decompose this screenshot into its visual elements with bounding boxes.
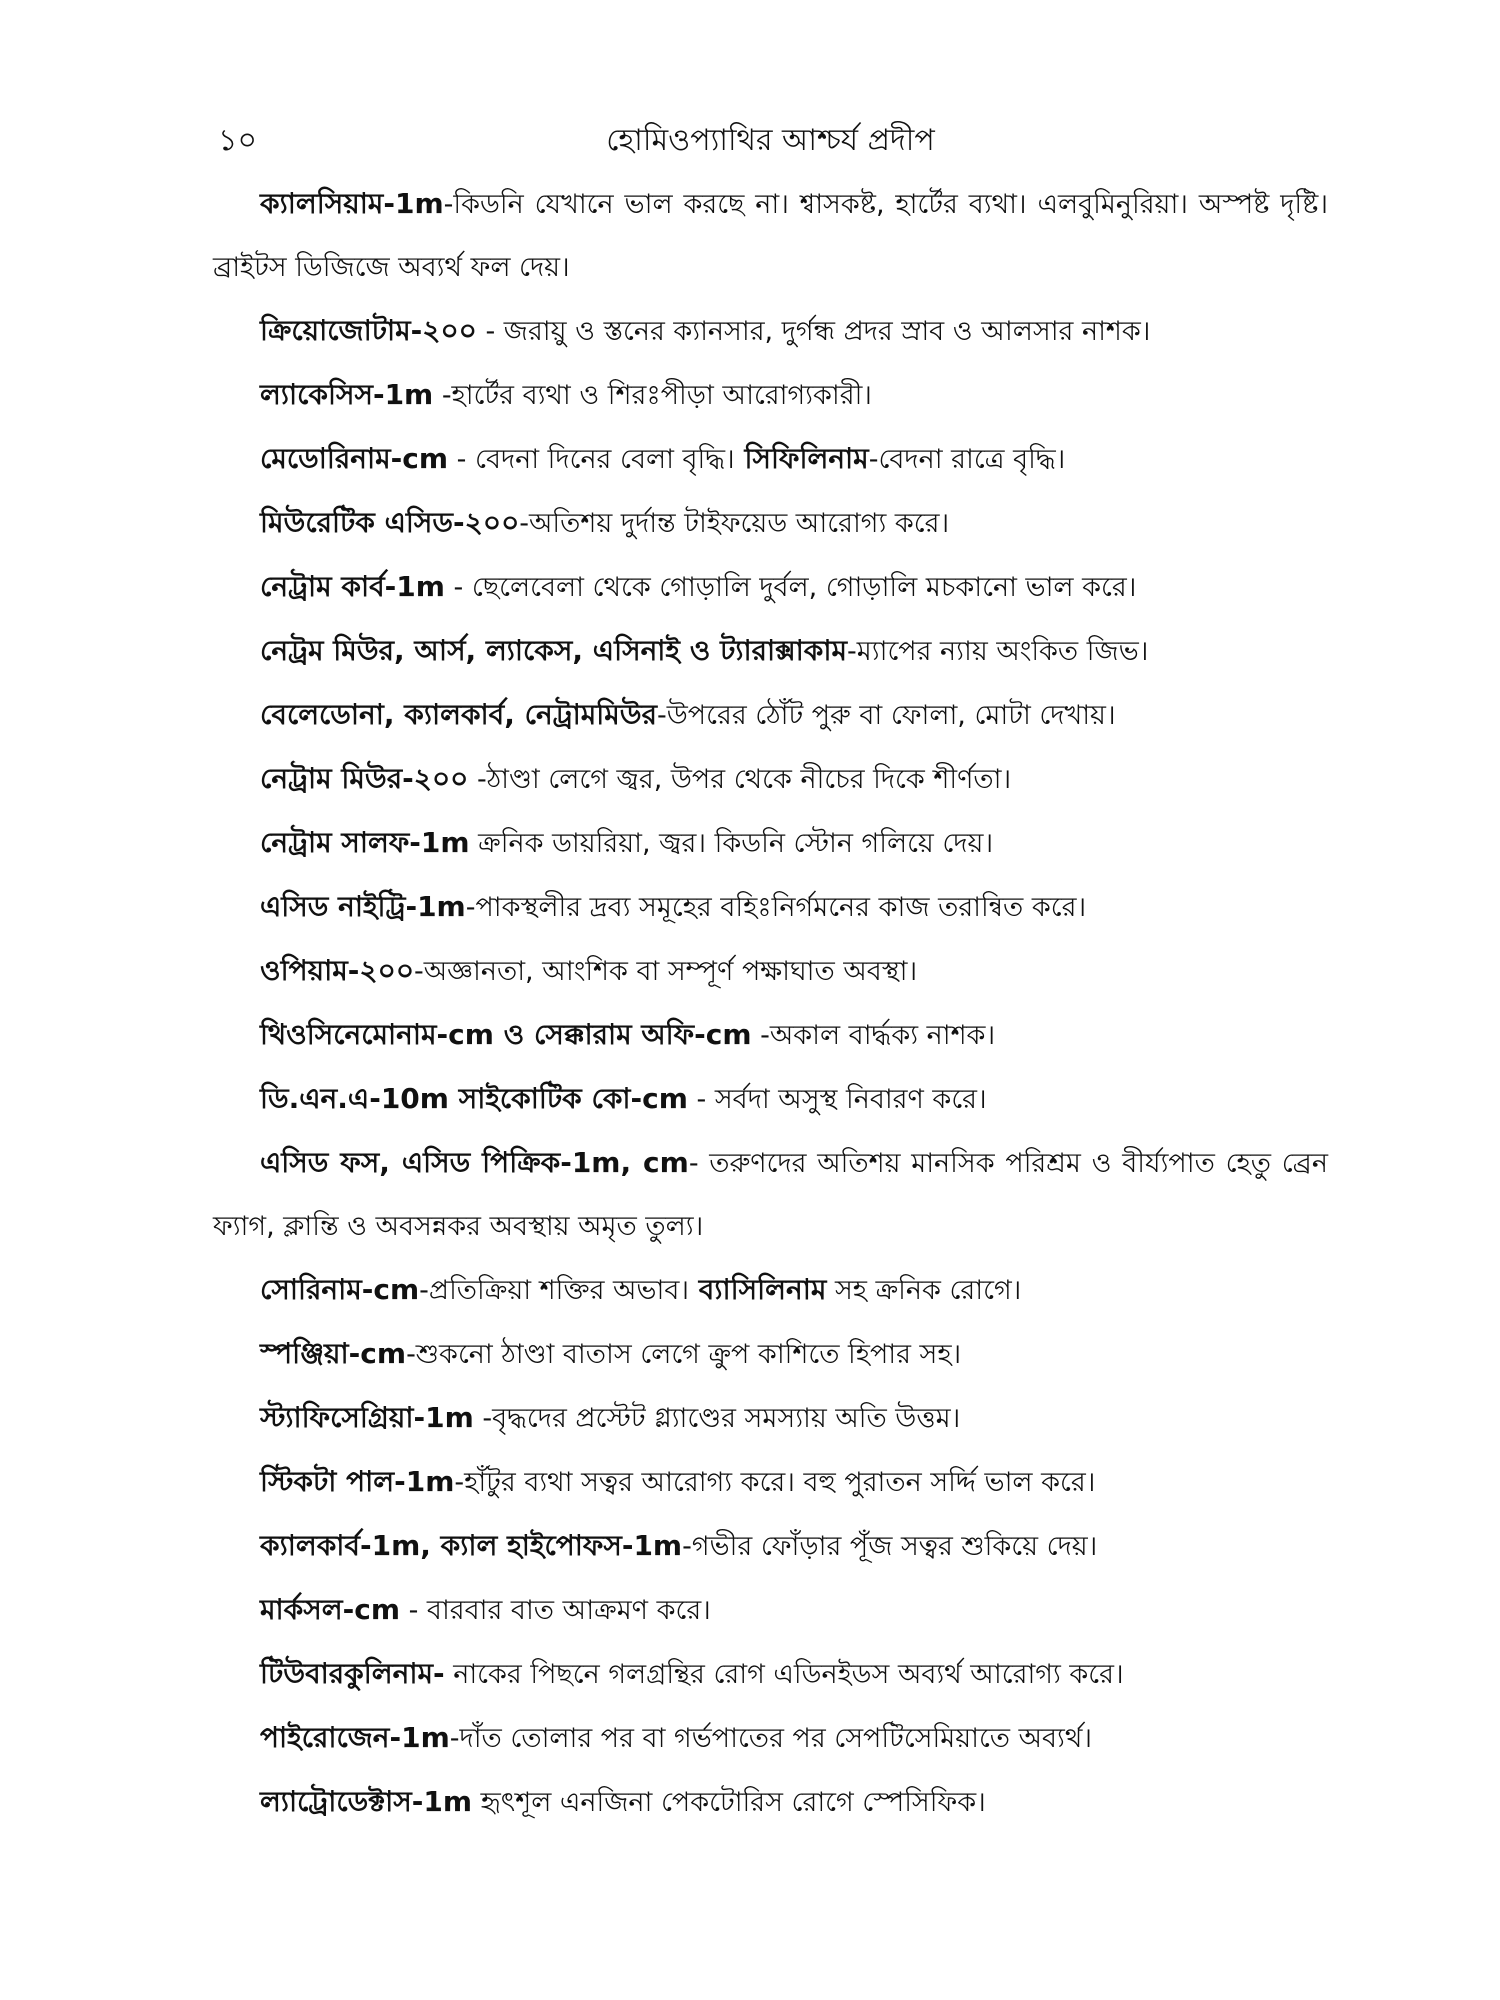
remedy-paragraph [213, 747, 1328, 811]
page-number: ১০ [218, 123, 257, 158]
remedy-paragraph [213, 1322, 1328, 1386]
remedy-name: ল্যাট্রোডেক্টাস-1m [260, 1785, 473, 1818]
remedy-name: ক্যালকার্ব-1m, ক্যাল হাইপোফস-1m [260, 1529, 683, 1562]
remedy-description: -ঠাণ্ডা লেগে জ্বর, উপর থেকে নীচের দিকে শীর্ণতা। [468, 764, 1012, 795]
remedy-name: নেট্রাম কার্ব-1m [260, 570, 445, 603]
remedy-paragraph [213, 1067, 1328, 1131]
remedy-paragraph [213, 683, 1328, 747]
remedy-description-secondary: সহ ক্রনিক রোগে। [826, 1275, 1022, 1306]
remedy-name: স্ট্যাফিসেগ্রিয়া-1m [260, 1401, 474, 1434]
remedy-description: -শুকনো ঠাণ্ডা বাতাস লেগে ক্রুপ কাশিতে হিপার সহ। [406, 1339, 962, 1370]
remedy-name: স্টিকটা পাল-1m [260, 1465, 455, 1498]
remedy-paragraph [213, 1770, 1328, 1834]
remedy-name: নেট্রম মিউর, আর্স, ল্যাকেস, এসিনাই ও ট্যারাক্সাকাম [260, 634, 848, 667]
remedy-name: নেট্রাম সালফ-1m [260, 826, 470, 859]
remedy-paragraph [213, 363, 1328, 427]
remedy-description: -অজ্ঞানতা, আংশিক বা সম্পূর্ণ পক্ষাঘাত অবস্থা। [414, 956, 918, 987]
remedy-name-secondary: সিফিলিনাম [734, 442, 869, 475]
remedy-paragraph [213, 619, 1328, 683]
remedy-description: -উপরের ঠোঁট পুরু বা ফোলা, মোটা দেখায়। [657, 700, 1116, 731]
remedy-name: ল্যাকেসিস-1m [260, 378, 434, 411]
remedy-name: এসিড ফস, এসিড পিক্রিক-1m, cm [260, 1146, 689, 1179]
remedy-name: স্পঞ্জিয়া-cm [260, 1337, 407, 1370]
remedy-paragraph [213, 1131, 1328, 1258]
remedy-description: - বারবার বাত আক্রমণ করে। [400, 1595, 711, 1626]
running-title: হোমিওপ্যাথির আশ্চর্য প্রদীপ [606, 123, 935, 158]
remedy-name: এসিড নাইট্রি-1m [260, 890, 466, 923]
remedy-paragraph [213, 427, 1328, 491]
page-header [218, 116, 1323, 166]
remedy-list [213, 172, 1328, 1834]
remedy-paragraph [213, 939, 1328, 1003]
remedy-name: টিউবারকুলিনাম- [260, 1657, 445, 1690]
remedy-description: -অকাল বার্দ্ধক্য নাশক। [751, 1020, 996, 1051]
remedy-paragraph [213, 1514, 1328, 1578]
remedy-description: ক্রনিক ডায়রিয়া, জ্বর। কিডনি স্টোন গলিয়ে দেয়। [469, 828, 994, 859]
remedy-paragraph [213, 1450, 1328, 1514]
remedy-description: -বৃদ্ধদের প্রস্টেট গ্ল্যাণ্ডের সমস্যায় অতি উত্তম। [473, 1403, 961, 1434]
remedy-name: থিওসিনেমোনাম-cm ও সেক্কারাম অফি-cm [260, 1018, 752, 1051]
remedy-paragraph [213, 811, 1328, 875]
remedy-description: -কিডনি যেখানে ভাল করছে না। শ্বাসকষ্ট, হার্টের ব্যথা। এলবুমিনুরিয়া। অস্পষ্ট দৃষ্টি। ব্রাইটস ডিজিজে অব্যর্থ ফল দেয়। [213, 189, 1328, 283]
remedy-description: -প্রতিক্রিয়া শক্তির অভাব। [419, 1275, 690, 1306]
remedy-name: ডি.এন.এ-10m সাইকোটিক কো-cm [260, 1082, 688, 1115]
remedy-paragraph [213, 1003, 1328, 1067]
remedy-description: - সর্বদা অসুস্থ নিবারণ করে। [687, 1084, 987, 1115]
remedy-name: ক্রিয়োজোটাম-২০০ [260, 314, 477, 347]
remedy-name: ওপিয়াম-২০০ [260, 954, 415, 987]
remedy-paragraph [213, 1706, 1328, 1770]
remedy-name: নেট্রাম মিউর-২০০ [260, 762, 469, 795]
remedy-name: মিউরেটিক এসিড-২০০ [260, 506, 520, 539]
remedy-name: মার্কসল-cm [260, 1593, 401, 1626]
remedy-description: নাকের পিছনে গলগ্রন্থির রোগ এডিনইডস অব্যর্থ আরোগ্য করে। [444, 1659, 1124, 1690]
remedy-paragraph [213, 1258, 1328, 1322]
remedy-paragraph [213, 1578, 1328, 1642]
remedy-description: -ম্যাপের ন্যায় অংকিত জিভ। [847, 636, 1149, 667]
remedy-description-secondary: -বেদনা রাত্রে বৃদ্ধি। [868, 444, 1066, 475]
remedy-description: - ছেলেবেলা থেকে গোড়ালি দুর্বল, গোড়ালি মচকানো ভাল করে। [444, 572, 1137, 603]
remedy-paragraph [213, 1386, 1328, 1450]
remedy-description: -দাঁত তোলার পর বা গর্ভপাতের পর সেপটিসেমিয়াতে অব্যর্থ। [449, 1723, 1093, 1754]
remedy-paragraph [213, 555, 1328, 619]
remedy-description: - তরুণদের অতিশয় মানসিক পরিশ্রম ও বীর্য্যপাত হেতু ব্রেন ফ্যাগ, ক্লান্তি ও অবসন্নকর অবস্থায় অমৃত তুল্য। [213, 1148, 1328, 1242]
remedy-description: হৃৎশূল এনজিনা পেকটোরিস রোগে স্পেসিফিক। [472, 1787, 986, 1818]
remedy-name-secondary: ব্যাসিলিনাম [689, 1273, 827, 1306]
remedy-paragraph [213, 172, 1328, 299]
remedy-name: ক্যালসিয়াম-1m [260, 187, 444, 220]
remedy-description: -অতিশয় দুর্দান্ত টাইফয়েড আরোগ্য করে। [519, 508, 950, 539]
remedy-paragraph [213, 491, 1328, 555]
remedy-description: - জরায়ু ও স্তনের ক্যানসার, দুর্গন্ধ প্রদর স্রাব ও আলসার নাশক। [476, 316, 1151, 347]
remedy-paragraph [213, 1642, 1328, 1706]
remedy-paragraph [213, 875, 1328, 939]
remedy-name: বেলেডোনা, ক্যালকার্ব, নেট্রামমিউর [260, 698, 658, 731]
remedy-name: সোরিনাম-cm [260, 1273, 420, 1306]
remedy-name: পাইরোজেন-1m [260, 1721, 450, 1754]
remedy-description: -হার্টের ব্যথা ও শিরঃপীড়া আরোগ্যকারী। [433, 380, 872, 411]
remedy-name: মেডোরিনাম-cm [260, 442, 449, 475]
remedy-description: -পাকস্থলীর দ্রব্য সমূহের বহিঃনির্গমনের কাজ তরান্বিত করে। [465, 892, 1087, 923]
remedy-description: -গভীর ফোঁড়ার পূঁজ সত্বর শুকিয়ে দেয়। [682, 1531, 1098, 1562]
remedy-paragraph [213, 299, 1328, 363]
remedy-description: - বেদনা দিনের বেলা বৃদ্ধি। [448, 444, 735, 475]
remedy-description: -হাঁটুর ব্যথা সত্বর আরোগ্য করে। বহু পুরাতন সর্দ্দি ভাল করে। [454, 1467, 1096, 1498]
